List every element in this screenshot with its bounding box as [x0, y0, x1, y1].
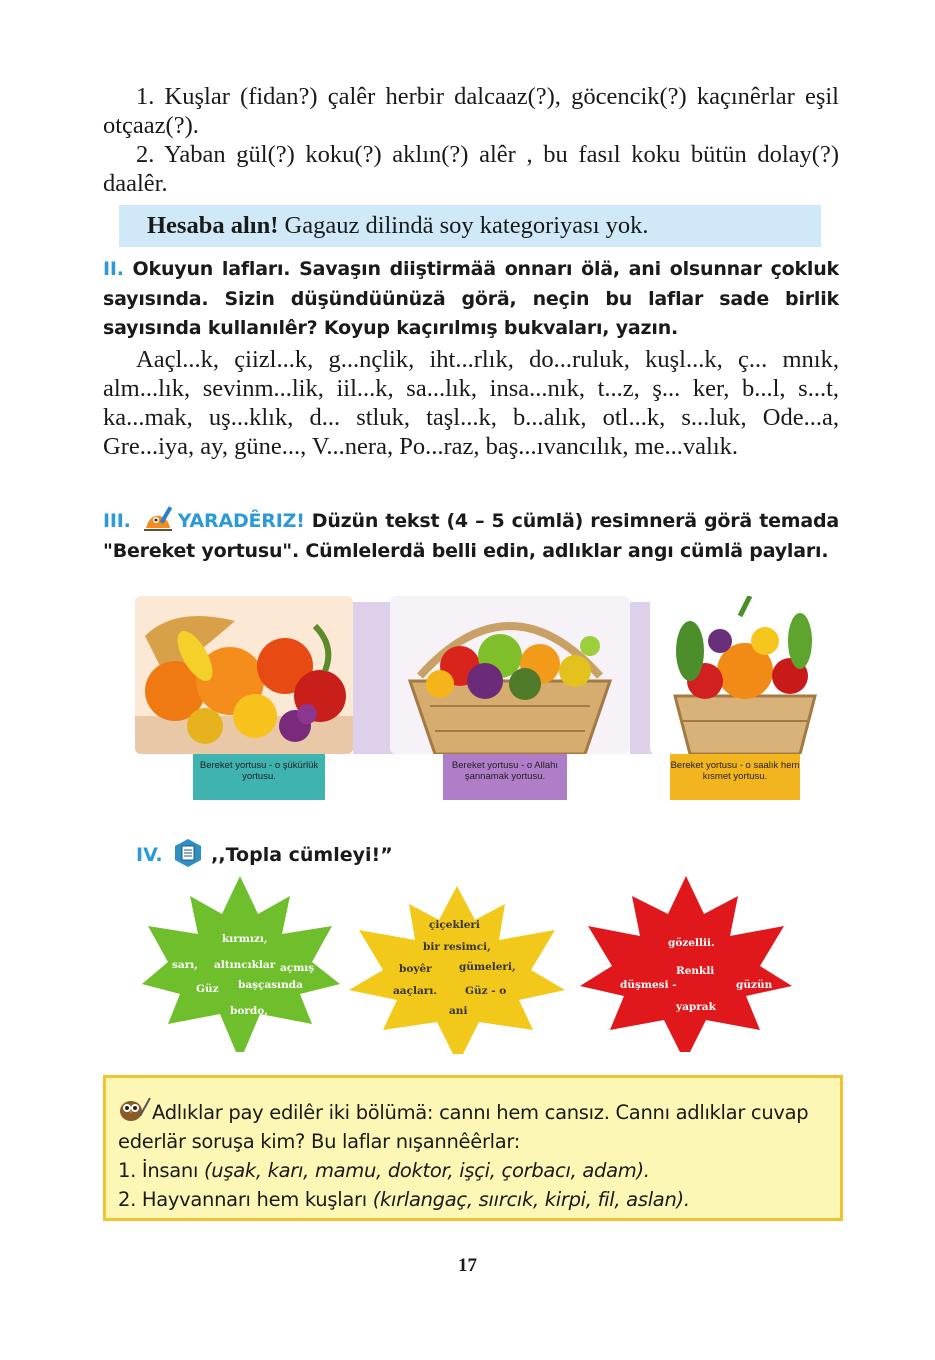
- yellow-word-4: gümeleri,: [459, 961, 516, 973]
- rule-intro: [118, 1096, 840, 1156]
- pencil-fox-icon: [142, 506, 176, 532]
- exercise-3-instruction: [103, 506, 839, 566]
- green-word-4: açmış: [280, 962, 315, 974]
- yellow-word-5: aaçları.: [393, 985, 437, 997]
- green-word-2: sarı,: [172, 959, 198, 971]
- caption-1: Bereket yortusu - o şükürlük yortusu.: [193, 754, 325, 800]
- page-number: 17: [458, 1255, 477, 1276]
- rule-item-2-examples: (kırlangaç, sıırcık, kirpi, fil, aslan).: [372, 1188, 690, 1211]
- exercise-2-text: Okuyun lafları. Savaşın diiştirmää onnarı ölä, ani olsunnar çokluk sayısında. Sizin düşündüünüzä görä, neçin bu laflar sade birlik sayısında kullanılêr? Koyup kaçırılmış bukvaları, yazın.: [103, 258, 839, 339]
- yellow-leaf: [349, 886, 565, 1054]
- exercise-2-number: II.: [103, 258, 124, 280]
- exercise-3-tag: YARADÊRIZ!: [177, 510, 305, 532]
- green-word-5: Güz: [196, 983, 219, 995]
- green-word-1: kırmızı,: [222, 933, 268, 945]
- harvest-photos: [135, 596, 835, 802]
- red-word-3: düşmesi -: [620, 979, 677, 991]
- green-word-7: bordo,: [230, 1005, 268, 1017]
- rule-text: Adlıklar pay edilêr iki bölümä: cannı hem cansız. Cannı adlıklar cuvap ederlär soruşa kim? Bu laflar nışannêêrlar:: [118, 1101, 809, 1153]
- rule-item-1: [118, 1156, 840, 1185]
- yellow-word-6: Güz - o: [465, 985, 507, 997]
- notebook-icon: [173, 838, 203, 868]
- vegetable-basket-photo: [650, 596, 835, 754]
- sentence-1: 1. Kuşlar (fidan?) çalêr herbir dalcaaz(?), göcencik(?) kaçınêrlar eşil otçaaz(?).: [103, 83, 839, 139]
- exercise-end-block: [103, 82, 839, 198]
- fruit-basket-photo: [390, 596, 630, 754]
- rule-item-2-label: 2. Hayvannarı hem kuşları: [118, 1188, 373, 1211]
- photo-spacer-1: [353, 602, 395, 754]
- rule-box: [103, 1075, 843, 1221]
- word-leaves: [140, 874, 795, 1054]
- rule-item-1-examples: (uşak, karı, mamu, doktor, işçi, çorbacı, adam).: [204, 1159, 650, 1182]
- exercise-4-number: IV.: [136, 844, 163, 866]
- red-word-1: gözellii.: [668, 937, 715, 949]
- green-word-6: başçasında: [238, 979, 303, 991]
- exercise-3-number: III.: [103, 510, 131, 532]
- yellow-word-7: ani: [449, 1005, 468, 1017]
- green-word-3: altıncıklar: [214, 959, 276, 971]
- cornucopia-photo: [135, 596, 353, 754]
- exercise-4-title: ,,Topla cümleyi!”: [211, 844, 393, 866]
- exercise-3-text: Düzün tekst (4 – 5 cümlä) resimnerä görä temada "Bereket yortusu". Cümlelerdä belli edin, adlıklar angı cümlä payları.: [103, 510, 839, 562]
- word-list: Aaçl...k, çiizl...k, g...nçlik, iht...rlık, do...ruluk, kuşl...k, ç... mnık, alm...lık, sevinm...lik, iil...k, sa...lık, insa...nık, t...z, ş... ker, b...l, s...t, ka...mak, uş...klık, d... stluk, taşl...k, b...alık, otl...k, s...luk, Ode...a, Gre...iya, ay, güne..., V...nera, Po...raz, baş...ıvancılık, me...valık.: [103, 346, 839, 460]
- sentence-2: 2. Yaban gül(?) koku(?) aklın(?) alêr , bu fasıl koku bütün dolay(?) daalêr.: [103, 141, 839, 197]
- rule-item-1-label: 1. İnsanı: [118, 1159, 204, 1182]
- owl-icon: [118, 1096, 152, 1122]
- note-text: Gagauz dilindä soy kategoriyası yok.: [278, 212, 649, 239]
- note-box: [119, 205, 821, 247]
- exercise-2-instruction: [103, 255, 839, 344]
- red-word-4: güzün: [736, 979, 773, 991]
- yellow-word-3: boyêr: [399, 963, 432, 975]
- red-leaf: [580, 876, 792, 1052]
- note-bold: Hesaba alın!: [147, 212, 279, 239]
- yellow-word-2: bir resimci,: [423, 941, 491, 953]
- caption-3: Bereket yortusu - o saalık hem kısmet yortusu.: [670, 754, 800, 800]
- photo-spacer-2: [630, 602, 652, 754]
- red-word-5: yaprak: [676, 1001, 716, 1013]
- exercise-2-words: [103, 345, 839, 461]
- exercise-4-heading: [136, 838, 393, 868]
- yellow-word-1: çiçekleri: [429, 919, 480, 931]
- red-word-2: Renkli: [676, 965, 715, 977]
- caption-2: Bereket yortusu - o Allahı şannamak yortusu.: [443, 754, 567, 800]
- rule-item-2: [118, 1185, 840, 1214]
- green-leaf: [142, 876, 340, 1052]
